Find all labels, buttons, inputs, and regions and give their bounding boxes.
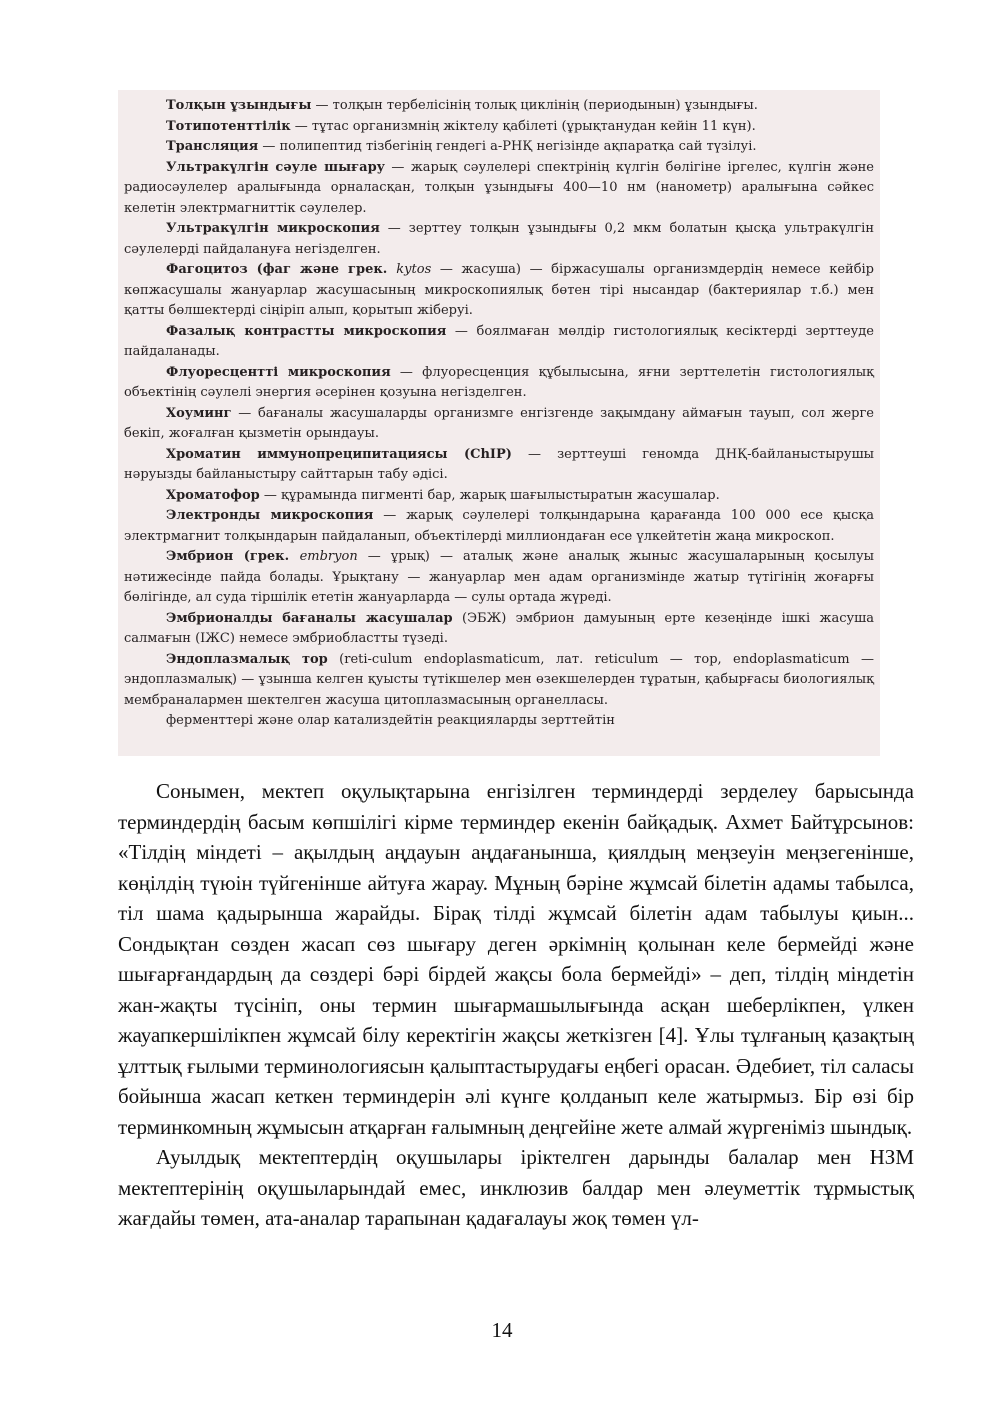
glossary-entry: Ультракүлгін сәуле шығару — жарық сәулелері спектрінің күлгін бөлігіне іргелес, күлгін және радиосәулелер аралығында орналасқан, толқын ұзындығы 400—10 нм (нанометр) аралығына сәйкес келетін электрмагниттік сәулелер.: [124, 159, 875, 216]
body-text: [118, 776, 914, 1234]
glossary-entry: Хоуминг — бағаналы жасушаларды организмге енгізгенде зақымдану аймағын тауып, сол жерге бекіп, жоғалған қызметін орындауы.: [124, 405, 874, 441]
scanned-glossary-image: [118, 90, 880, 756]
glossary-entry: Фагоцитоз (фаг және грек. kytos — жасуша) — біржасушалы организмдердің немесе кейбір көпжасушалы жануарлар жасушасының микроскопиялық бөтен тірі нысандар (бактериялар т.б.) мен қатты бөлшектерді сіңіріп алып, қорытып жіберуі.: [124, 262, 874, 318]
body-paragraph: Ауылдық мектептердің оқушылары іріктелген дарынды балалар мен НЗМ мектептерінің оқушыларындай емес, инклюзив балдар мен әлеуметтік тұрмыстық жағдайы төмен, ата-аналар тарапынан қадағалауы жоқ төмен үл-: [118, 1145, 914, 1230]
body-paragraph: Сонымен, мектеп оқулықтарына енгізілген терминдерді зерделеу барысында терминдердің басым көпшілігі кірме терминдер екенін байқадық. Ахмет Байтұрсынов: «Тілдің міндеті – ақылдың аңдауын аңдағанынша, қиялдың меңзеуін меңзегенінше, көңілдің түюін түйгенінше айтуға жарау. Мұның бәріне жұмсай білетін адамы табылса, тіл шама қадырынша жарайды. Бірақ тілді жұмсай білетін адам табылуы қиын... Сондықтан сөзден жасап сөз шығару деген әркімнің қолынан келе бермейді және шығарғандардың да сөздері бәрі бірдей жақсы бола бермейді» – деп, тілдің міндетін жан-жақты түсініп, оны термин шығармашылығында асқан шеберлікпен, үлкен жауапкершілікпен жұмсай білу керектігін жақсы жеткізген [4]. Ұлы тұлғаның қазақтың ұлттық ғылыми терминологиясын қалыптастырудағы еңбегі орасан. Әдебиет, тіл саласы бойынша жасап кеткен терминдерін әлі күнге қолданып келе жатырмыз. Бір өзі бір терминкомның жұмысын атқарған ғалымның деңгейіне жете алмай жүргеніміз шындық.: [118, 779, 914, 1139]
glossary-entry: Ультракүлгін микроскопия — зерттеу толқын ұзындығы 0,2 мкм болатын қысқа ультракүлгін сәулелерді пайдалануға негізделген.: [124, 221, 874, 257]
glossary-entry: Тотипотенттілік — тұтас организмнің жіктелу қабілеті (ұрықтанудан кейін 11 күн).: [166, 118, 756, 134]
glossary-entry: Флуоресцентті микроскопия — флуоресценция құбылысына, яғни зерттелетін гистологиялық объектінің сәулелі энергия әсерінен қозуына негізделген.: [124, 364, 874, 400]
glossary-entry: Эмбрионалды бағаналы жасушалар (ЭБЖ) эмбрион дамуының ерте кезеңінде ішкі жасуша салмағын (ІЖС) немесе эмбриобластты түзеді.: [124, 610, 874, 646]
glossary-entry: Электронды микроскопия — жарық сәулелері толқындарына қарағанда 100 000 есе қысқа электрмагнит толқындарын пайдаланып, объектілерді миллиондаған есе үлкейтетін жаңа микроскоп.: [124, 508, 874, 544]
glossary-entry: Хроматофор — құрамында пигменті бар, жарық шағылыстыратын жасушалар.: [166, 487, 720, 503]
glossary-entry: Толқын ұзындығы — толқын тербелісінің толық циклінің (периодынын) ұзындығы.: [166, 98, 758, 113]
page-number: 14: [491, 1318, 513, 1342]
glossary-entry: Хроматин иммунопреципитациясы (ChIP) — зерттеуші геномда ДНҚ-байланыстырушы нәруызды байланыстыру сайттарын табу әдісі.: [124, 446, 875, 482]
glossary-entry: Фазалық контрастты микроскопия — боялмаған мөлдір гистологиялық кесіктерді зерттеуде пайдаланады.: [124, 323, 875, 359]
glossary-entry: Трансляция — полипептид тізбегінің гендегі а-РНҚ негізінде ақпаратқа сай түзілуі.: [166, 139, 757, 154]
glossary-entry-cut: ферменттері және олар катализдейтін реакцияларды зерттейтін: [166, 713, 615, 728]
glossary-entry: Эмбрион (грек. embryon — ұрық) — аталық және аналық жыныс жасушаларының қосылуы нәтижесінде пайда болады. Ұрықтану — жануарлар мен адам организмінде жатыр түтігінің жоғарғы бөлігінде, ал суда тіршілік ететін жануарларда — сулы ортада жүреді.: [124, 549, 875, 605]
glossary-entry: Эндоплазмалық тор (reti-culum endoplasmaticum, лат. reticulum — тор, endoplasmaticum — эндоплазмалық) — ұзынша келген қуысты түтікшелер мен өзекшелерден тұратын, қабырғасы биологиялық мембраналармен шектелген жасуша цитоплазмасының органелласы.: [124, 651, 874, 708]
